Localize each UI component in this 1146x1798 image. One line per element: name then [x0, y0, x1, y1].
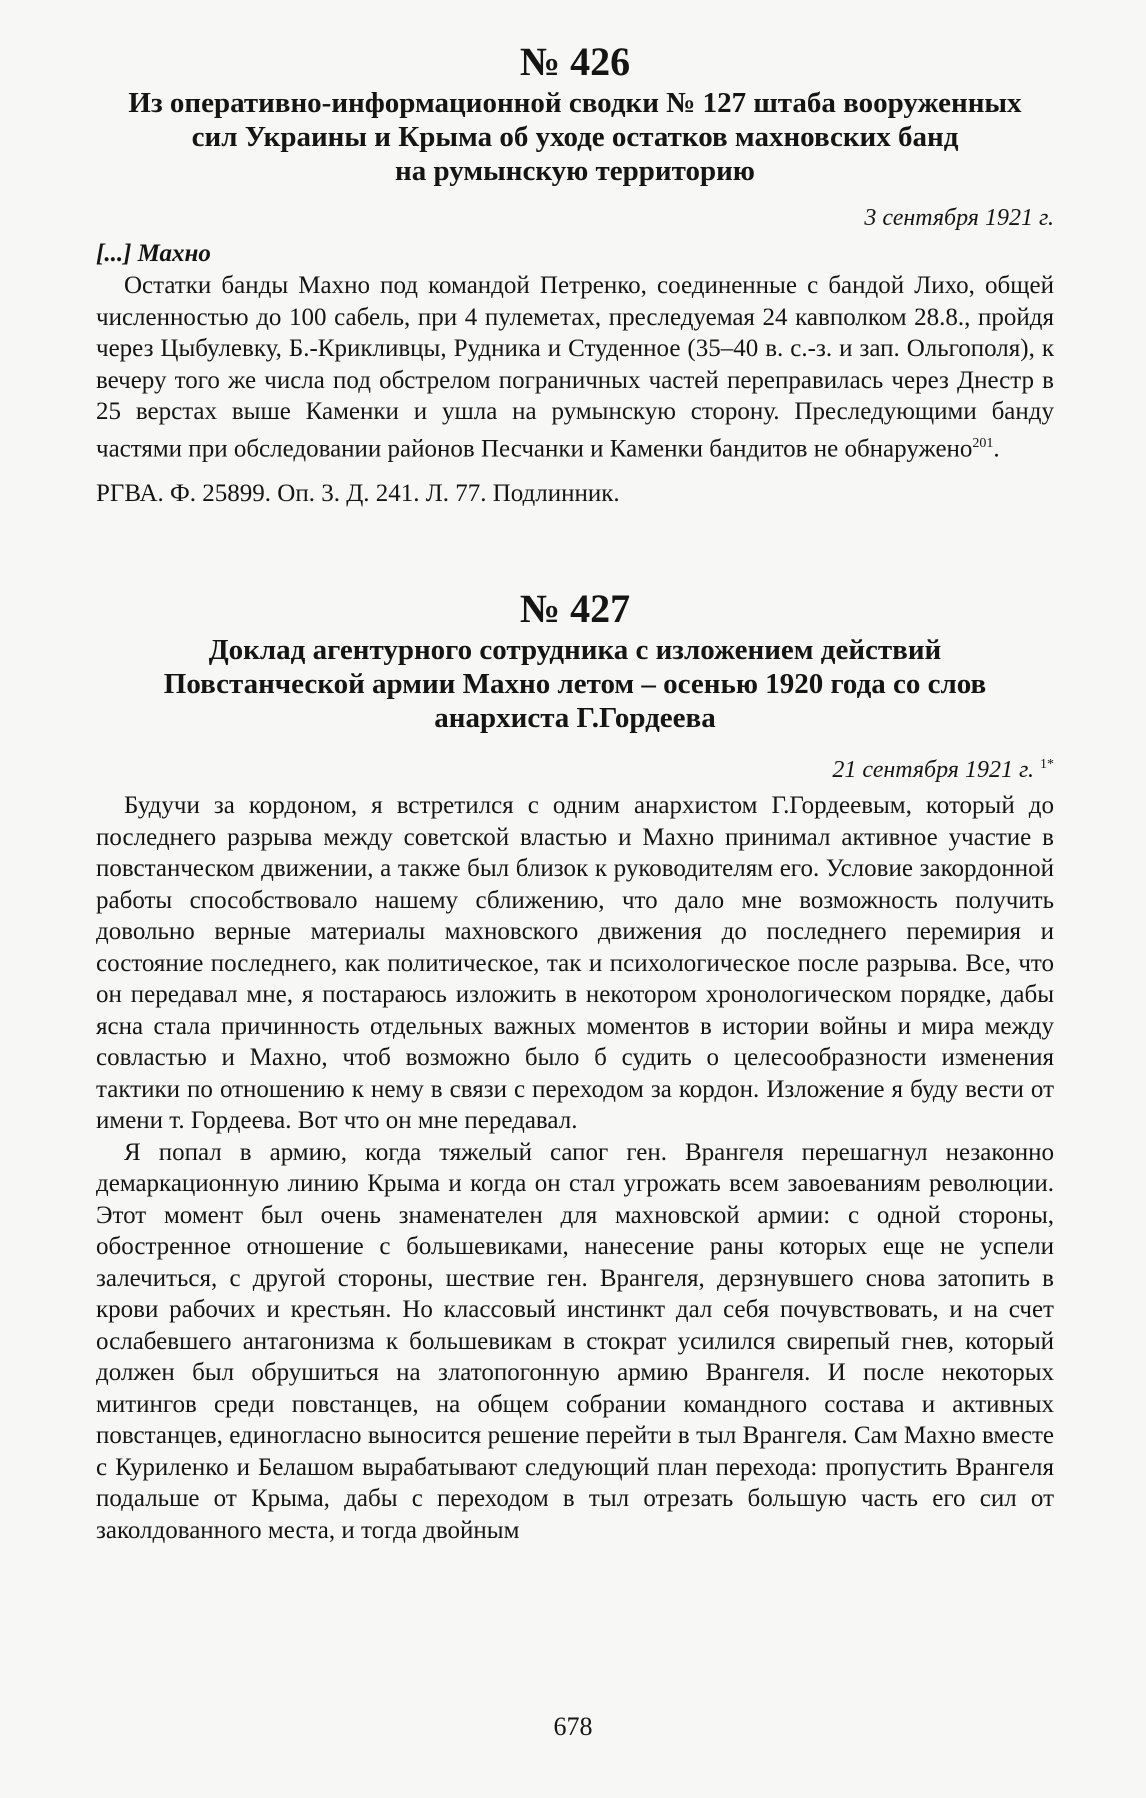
document-separator [96, 509, 1054, 587]
doc-427-date [96, 749, 1054, 786]
doc-426-number: № 426 [519, 39, 631, 84]
doc-426-heading [96, 86, 1054, 188]
doc-426-archive-source: РГВА. Ф. 25899. Оп. 3. Д. 241. Л. 77. Подлинник. [96, 480, 620, 508]
doc-427-paragraph: Будучи за кордоном, я встретился с одним анархистом Г.Гордеевым, который до последнего разрыва между советской властью и Махно принимал активное участие в повстанческом движении, а также был близок к руководителям его. Условие закордонной работы способствовало нашему сближению, что дало мне возможность получить довольно верные материалы махновского движения до последнего перемирия и состояние последнего, как политическое, так и психологическое после разрыва. Все, что он передавал мне, я постараюсь изложить в некотором хронологическом порядке, дабы ясна стала причинность отдельных важных моментов в истории войны и мира между совластью и Махно, чтоб возможно было б судить о целесообразности изменения тактики по отношению к нему в связи с переходом за кордон. Изложение я буду вести от имени т. Гордеева. Вот что он мне передавал. [96, 792, 1054, 1135]
doc-427-paragraph: Я попал в армию, когда тяжелый сапог ген. Врангеля перешагнул незаконно демаркационную линию Крыма и когда он стал угрожать всем завоеваниям революции. Этот момент был очень знаменателен для махновской армии: с одной стороны, обостренное отношение с большевиками, нанесение раны которых еще не успели залечиться, с другой стороны, шествие ген. Врангеля, дерзнувшего снова затопить в крови рабочих и крестьян. Но классовый инстинкт дал себя почувствовать, и на счет ослабевшего антагонизма к большевикам в стократ усилился свирепый гнев, который должен был обрушиться на златопогонную армию Врангеля. И после некоторых митингов среди повстанцев, на общем собрании командного состава и активных повстанцев, единогласно выносится решение перейти в тыл Врангеля. Сам Махно вместе с Куриленко и Белашом вырабатывают следующий план перехода: пропустить Врангеля подальше от Крыма, дабы с переходом в тыл отрезать большую часть его сил от заколдованного места, и тогда двойным [96, 1138, 1054, 1544]
doc-426-heading-line: Из оперативно-информационной сводки № 127 штаба вооруженных [128, 87, 1022, 119]
doc-426-heading-line: на румынскую территорию [395, 155, 755, 187]
footnote-ref: 201 [972, 435, 994, 451]
doc-427-date-text: 21 сентября 1921 г. [832, 757, 1034, 784]
document-426 [96, 40, 1054, 509]
doc-426-section-label: [...] Махно [96, 240, 211, 267]
doc-427-heading-line: Повстанческой армии Махно летом – осенью 1920 года со слов [163, 668, 987, 701]
doc-427-heading-line: анархиста Г.Гордеева [434, 702, 716, 735]
doc-426-paragraph-text: Остатки банды Махно под командой Петренко, соединенные с бандой Лихо, общей численностью до 100 сабель, при 4 пулеметах, преследуемая 24 кавполком 28.8., пройдя через Цыбулевку, Б.-Крикливцы, Рудника и Студенное (35–40 в. с.-з. и зап. Ольгополя), к вечеру того же числа под обстрелом пограничных частей переправилась через Днестр в 25 верстах выше Каменки и ушла на румынскую сторону. Преследующими банду частями при обследовании районов Песчанки и Каменки бандитов не обнаружено [96, 272, 1054, 462]
doc-426-heading-line: сил Украины и Крыма об уходе остатков махновских банд [191, 121, 959, 153]
doc-426-paragraph [96, 270, 1054, 464]
doc-427-date-note: 1* [1040, 757, 1054, 773]
doc-427-heading-line: Доклад агентурного сотрудника с изложением действий [208, 634, 942, 667]
doc-427-number: № 427 [519, 586, 631, 632]
doc-427-heading [96, 633, 1054, 735]
page-number: 678 [553, 1712, 593, 1741]
doc-426-paragraph-end: . [993, 434, 1000, 462]
doc-426-date: 3 сентября 1921 г. [864, 205, 1054, 231]
document-427 [96, 587, 1054, 1546]
